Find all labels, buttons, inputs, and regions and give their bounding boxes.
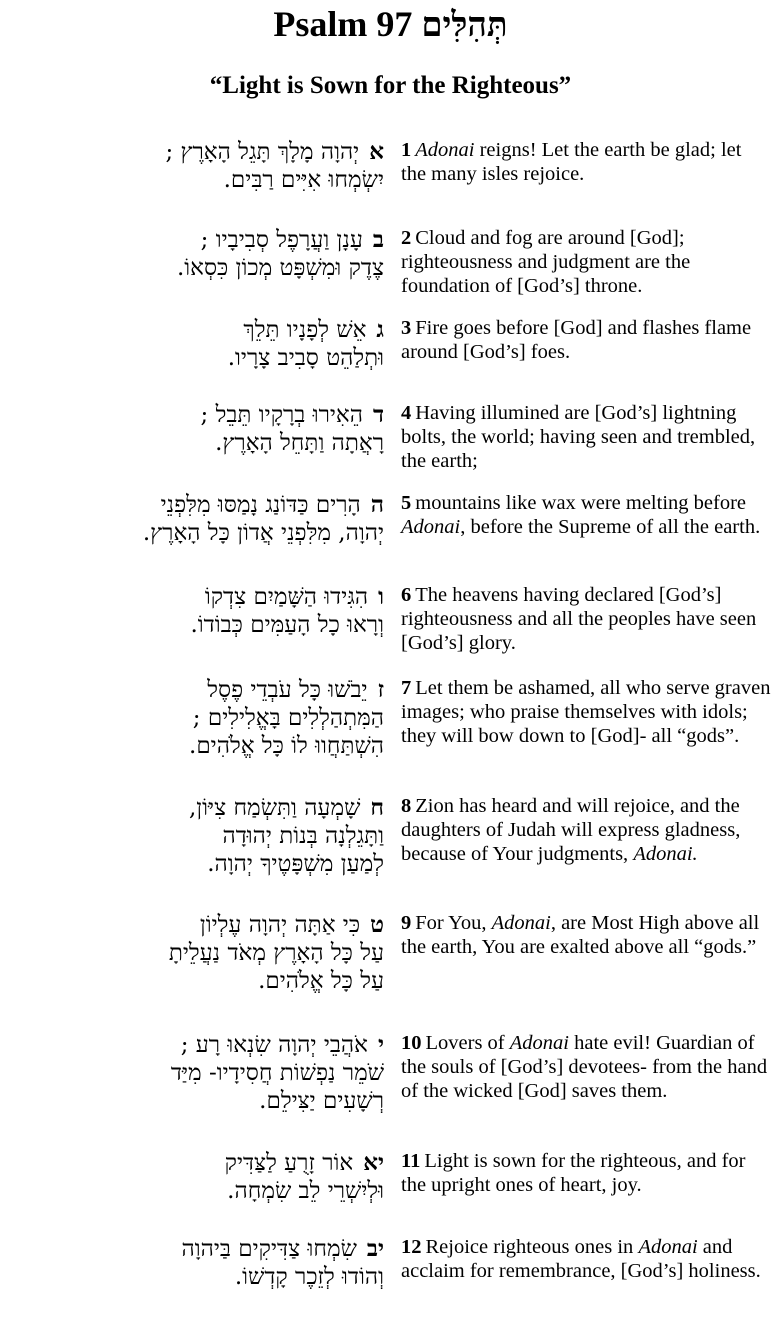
hebrew-text: עַל כָּל הָאָרֶץ מְאֹד נַעֲלֵיתָ — [168, 940, 384, 966]
hebrew-line — [0, 344, 384, 372]
verse-hebrew — [0, 911, 384, 995]
verse-hebrew — [0, 583, 384, 639]
verse-hebrew — [0, 401, 384, 457]
hebrew-line — [0, 939, 384, 967]
verse-hebrew — [0, 491, 384, 547]
english-text: reigns! Let the earth be glad; let the many isles rejoice. — [401, 139, 742, 185]
english-text: , are Most High above all the earth, You are exalted above all “gods.” — [401, 912, 760, 958]
verse-english — [401, 1149, 771, 1197]
hebrew-text: רְשָׁעִים יַצִּילֵם. — [259, 1088, 384, 1114]
hebrew-line — [0, 911, 384, 939]
hebrew-line — [0, 138, 384, 166]
verse-english — [401, 138, 771, 186]
verse-number: 12 — [401, 1236, 422, 1258]
hebrew-line — [0, 166, 384, 194]
hebrew-line — [0, 704, 384, 732]
hebrew-text: עַל כָּל אֱלֹהִים. — [258, 968, 384, 994]
hebrew-line — [0, 583, 384, 611]
hebrew-verse-number: ט — [370, 911, 384, 938]
verse-hebrew — [0, 316, 384, 372]
divine-name: Adonai — [401, 516, 461, 538]
hebrew-verse-number: א — [369, 138, 384, 165]
hebrew-text: וַתָּגֵלְנָה בְּנוֹת יְהוּדָה — [222, 823, 384, 849]
hebrew-verse-number: ב — [372, 226, 384, 253]
verse-english — [401, 583, 771, 655]
hebrew-line — [0, 1087, 384, 1115]
hebrew-text: שָׁמְעָה וַתִּשְׂמַח צִיּוֹן, — [189, 795, 361, 821]
hebrew-text: וּתְלַהֵט סָבִיב צָרָיו. — [227, 345, 384, 371]
hebrew-text: לְמַעַן מִשְׁפָּטֶיךָ יְהוָה. — [207, 851, 384, 877]
hebrew-text: יֵבֹשׁוּ כָּל עֹבְדֵי פֶסֶל — [207, 677, 368, 703]
hebrew-verse-number: יב — [366, 1235, 384, 1262]
verse-english — [401, 794, 771, 866]
verse-number: 11 — [401, 1150, 421, 1172]
verse-hebrew — [0, 1149, 384, 1205]
verse-hebrew — [0, 794, 384, 878]
hebrew-text: אוֹר זָרֻעַ לַצַּדִּיק — [224, 1150, 354, 1176]
english-text: Let them be ashamed, all who serve graven images; who praise themselves with idols; they will bow down to [God]- all “gods”. — [401, 677, 771, 747]
verse-number: 2 — [401, 227, 412, 249]
verse-number: 10 — [401, 1032, 422, 1054]
hebrew-line — [0, 732, 384, 760]
hebrew-text: וְהוֹדוּ לְזֵכֶר קָדְשׁוֹ. — [234, 1264, 384, 1290]
verse-english — [401, 316, 771, 364]
verse-number: 9 — [401, 912, 412, 934]
hebrew-line — [0, 1149, 384, 1177]
hebrew-line — [0, 254, 384, 282]
verse-number: 5 — [401, 492, 412, 514]
hebrew-line — [0, 850, 384, 878]
verse-number: 7 — [401, 677, 412, 699]
hebrew-text: הִשְׁתַּחֲווּ לוֹ כָּל אֱלֹהִים. — [189, 733, 384, 759]
hebrew-verse-number: ח — [370, 794, 384, 821]
hebrew-verse-number: ה — [370, 491, 384, 518]
hebrew-line — [0, 676, 384, 704]
hebrew-text: אֵשׁ לְפָנָיו תֵּלֵךְ — [243, 317, 367, 343]
hebrew-text: יִשְׂמְחוּ אִיִּים רַבִּים. — [223, 167, 384, 193]
hebrew-text: אֹהֲבֵי יְהוָה שִׂנְאוּ רָע ; — [180, 1032, 368, 1058]
english-text: The heavens having declared [God’s] righteousness and all the peoples have seen [God’s] glory. — [401, 584, 757, 654]
english-text: Cloud and fog are around [God]; righteousness and judgment are the foundation of [God’s] throne. — [401, 227, 691, 297]
title-hebrew: תְּהִלִּים — [421, 5, 508, 45]
divine-name: Adonai — [415, 139, 475, 161]
verse-english — [401, 491, 771, 539]
verse-number: 8 — [401, 795, 412, 817]
divine-name: Adonai — [491, 912, 551, 934]
hebrew-verse-number: ד — [372, 401, 384, 428]
english-text: Lovers of — [425, 1032, 510, 1054]
divine-name: Adonai — [638, 1236, 698, 1258]
hebrew-verse-number: ג — [376, 316, 384, 343]
hebrew-line — [0, 519, 384, 547]
divine-name: Adonai — [509, 1032, 569, 1054]
hebrew-text: יְהוָה מָלָךְ תָּגֵל הָאָרֶץ ; — [165, 139, 360, 165]
english-text: For You, — [415, 912, 492, 934]
hebrew-text: הֵאִירוּ בְרָקָיו תֵּבֵל ; — [200, 402, 363, 428]
hebrew-verse-number: ו — [378, 583, 384, 610]
hebrew-line — [0, 1059, 384, 1087]
hebrew-verse-number: י — [377, 1031, 384, 1058]
page-subtitle: “Light is Sown for the Righteous” — [209, 72, 572, 99]
hebrew-line — [0, 611, 384, 639]
hebrew-text: שִׂמְחוּ צַדִּיקִים בַּיהוָה — [181, 1236, 357, 1262]
hebrew-line — [0, 226, 384, 254]
hebrew-line — [0, 316, 384, 344]
verse-english — [401, 226, 771, 298]
hebrew-line — [0, 1177, 384, 1205]
hebrew-text: צֶדֶק וּמִשְׁפָּט מְכוֹן כִּסְאוֹ. — [176, 255, 384, 281]
hebrew-text: רָאֲתָה וַתָּחֵל הָאָרֶץ. — [215, 430, 384, 456]
verse-hebrew — [0, 138, 384, 194]
title-english: Psalm 97 — [273, 4, 413, 44]
hebrew-line — [0, 401, 384, 429]
divine-name: Adonai. — [633, 843, 698, 865]
verse-number: 1 — [401, 139, 412, 161]
hebrew-verse-number: ז — [377, 676, 384, 703]
verse-number: 4 — [401, 402, 412, 424]
hebrew-verse-number: יא — [363, 1149, 384, 1176]
verse-hebrew — [0, 1235, 384, 1291]
hebrew-text: שֹׁמֵר נַפְשׁוֹת חֲסִידָיו- מִיַּד — [170, 1060, 384, 1086]
verse-english — [401, 1031, 771, 1103]
hebrew-text: הַמִּתְהַלְלִים בָּאֱלִילִים ; — [192, 705, 384, 731]
verse-hebrew — [0, 226, 384, 282]
english-text: Zion has heard and will rejoice, and the daughters of Judah will express gladness, because of Your judgments, — [401, 795, 741, 865]
verse-english — [401, 1235, 771, 1283]
english-text: Light is sown for the righteous, and for the upright ones of heart, joy. — [401, 1150, 746, 1196]
hebrew-line — [0, 1235, 384, 1263]
verse-number: 3 — [401, 317, 412, 339]
hebrew-line — [0, 491, 384, 519]
verse-english — [401, 401, 771, 473]
verse-english — [401, 676, 771, 748]
hebrew-text: הָרִים כַּדּוֹנַג נָמַסּוּ מִלִּפְנֵי — [160, 492, 361, 518]
verse-hebrew — [0, 676, 384, 760]
hebrew-text: כִּי אַתָּה יְהוָה עֶלְיוֹן — [199, 912, 361, 938]
hebrew-line — [0, 822, 384, 850]
hebrew-text: עָנָן וַעֲרָפֶל סְבִיבָיו ; — [200, 227, 363, 253]
english-text: and acclaim for remembrance, [God’s] holiness. — [401, 1236, 761, 1282]
hebrew-line — [0, 1263, 384, 1291]
english-text: Fire goes before [God] and flashes flame around [God’s] foes. — [401, 317, 752, 363]
english-text: mountains like wax were melting before — [415, 492, 746, 514]
hebrew-text: הִגִּידוּ הַשָּׁמַיִם צִדְקוֹ — [204, 584, 369, 610]
hebrew-line — [0, 967, 384, 995]
hebrew-line — [0, 429, 384, 457]
hebrew-line — [0, 794, 384, 822]
english-text: hate evil! Guardian of the souls of [God’s] devotees- from the hand of the wicked [God] saves them. — [401, 1032, 768, 1102]
english-text: Rejoice righteous ones in — [425, 1236, 639, 1258]
verse-english — [401, 911, 771, 959]
hebrew-text: וְרָאוּ כָל הָעַמִּים כְּבוֹדוֹ. — [190, 612, 384, 638]
english-text: Having illumined are [God’s] lightning bolts, the world; having seen and trembled, the earth; — [401, 402, 756, 472]
hebrew-text: וּלְיִשְׁרֵי לֵב שִׂמְחָה. — [227, 1178, 384, 1204]
verse-hebrew — [0, 1031, 384, 1115]
verse-number: 6 — [401, 584, 412, 606]
hebrew-text: יְהוָה, מִלִּפְנֵי אֲדוֹן כָּל הָאָרֶץ. — [142, 520, 384, 546]
hebrew-line — [0, 1031, 384, 1059]
english-text: , before the Supreme of all the earth. — [460, 516, 761, 538]
